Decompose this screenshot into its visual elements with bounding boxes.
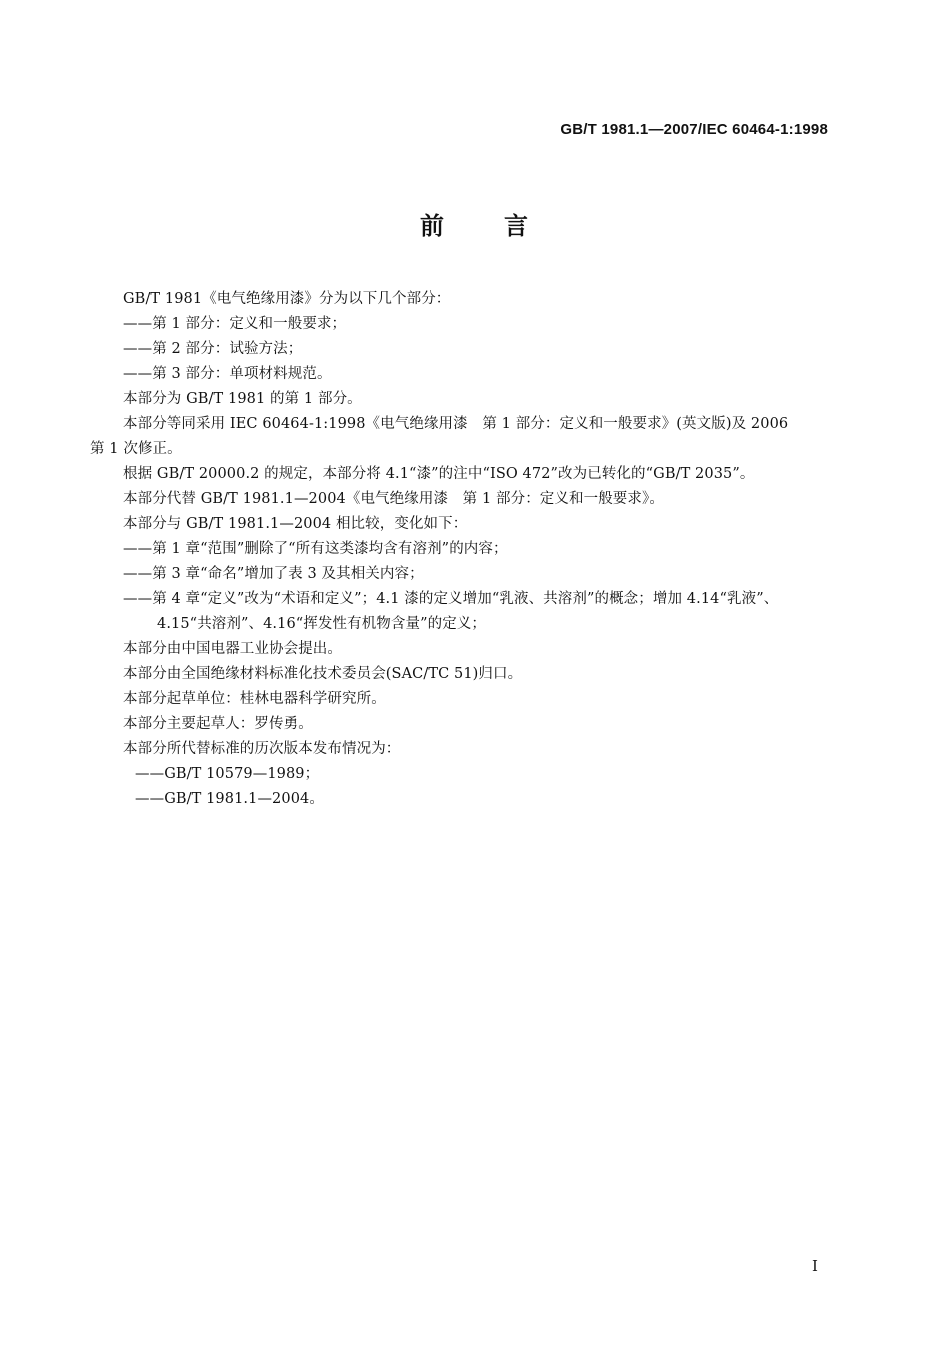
text-line-gbt20000: 根据 GB/T 20000.2 的规定，本部分将 4.1“漆”的注中“ISO 472”改为已转化的“GB/T 2035”。 xyxy=(123,466,755,482)
text-line-this-part: 本部分为 GB/T 1981 的第 1 部分。 xyxy=(123,391,362,407)
text-line-change-3: ——第 3 章“命名”增加了表 3 及其相关内容； xyxy=(123,566,424,582)
text-line-adoption-cont: 第 1 次修正。 xyxy=(90,441,182,457)
text-line-change-4-cont: 4.15“共溶剂”、4.16“挥发性有机物含量”的定义； xyxy=(157,616,487,632)
page-title xyxy=(0,206,950,241)
text-line-part2: ——第 2 部分：试验方法； xyxy=(123,341,303,357)
text-line-changes-intro: 本部分与 GB/T 1981.1—2004 相比较，变化如下： xyxy=(123,516,468,532)
text-line-drafter: 本部分主要起草人：罗传勇。 xyxy=(123,716,313,732)
text-line-drafting-unit: 本部分起草单位：桂林电器科学研究所。 xyxy=(123,691,386,707)
text-line-change-1: ——第 1 章“范围”删除了“所有这类漆均含有溶剂”的内容； xyxy=(123,541,508,557)
text-line-part3: ——第 3 部分：单项材料规范。 xyxy=(123,366,332,382)
text-line-adoption: 本部分等同采用 IEC 60464-1:1998《电气绝缘用漆 第 1 部分：定义和一般要求》(英文版)及 2006 xyxy=(123,416,789,432)
page-number: I xyxy=(812,1257,818,1275)
text-line-part1: ——第 1 部分：定义和一般要求； xyxy=(123,316,347,332)
text-line-history-1989: ——GB/T 10579—1989； xyxy=(135,766,320,782)
title-char-1: 前 xyxy=(420,212,446,240)
title-char-2: 言 xyxy=(504,212,530,240)
text-line-history-2004: ——GB/T 1981.1—2004。 xyxy=(135,791,324,807)
text-line-change-4: ——第 4 章“定义”改为“术语和定义”；4.1 漆的定义增加“乳液、共溶剂”的概念；增加 4.14“乳液”、 xyxy=(123,591,779,607)
standard-code: GB/T 1981.1—2007/IEC 60464-1:1998 xyxy=(560,121,828,138)
text-line-replaces: 本部分代替 GB/T 1981.1—2004《电气绝缘用漆 第 1 部分：定义和一般要求》。 xyxy=(123,491,664,507)
text-line-parts-intro: GB/T 1981《电气绝缘用漆》分为以下几个部分： xyxy=(123,291,451,307)
text-line-history-intro: 本部分所代替标准的历次版本发布情况为： xyxy=(123,741,401,757)
text-line-committee: 本部分由全国绝缘材料标准化技术委员会(SAC/TC 51)归口。 xyxy=(123,666,523,682)
text-line-proposed-by: 本部分由中国电器工业协会提出。 xyxy=(123,641,342,657)
